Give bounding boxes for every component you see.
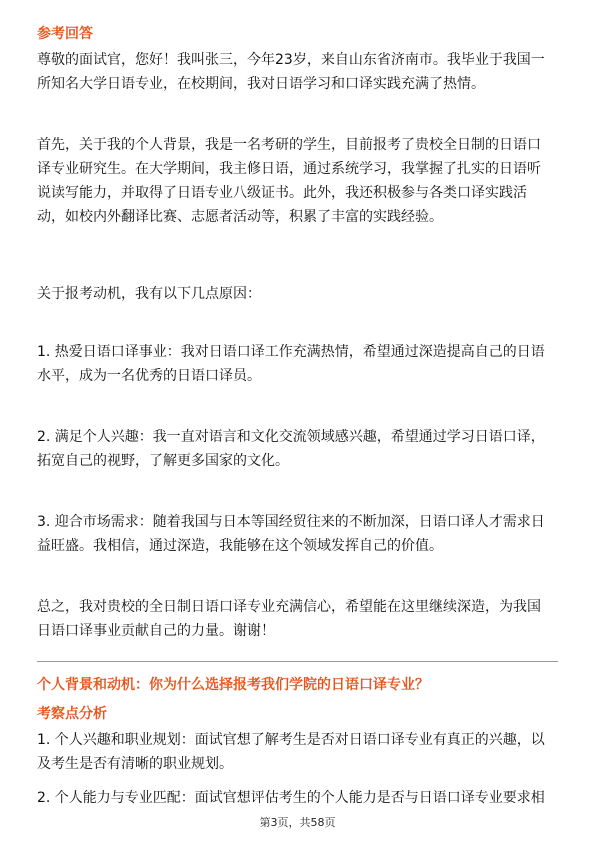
text-line: 2. 满足个人兴趣：我一直对语言和文化交流领域感兴趣，希望通过学习日语口译， (37, 429, 545, 445)
text-line: 水平，成为一名优秀的日语口译员。 (37, 368, 261, 384)
text-line: 说读写能力，并取得了日语专业八级证书。此外，我还积极参与各类口译实践活 (37, 185, 527, 201)
text-line: 动，如校内外翻译比赛、志愿者活动等，积累了丰富的实践经验。 (37, 209, 443, 225)
paragraph-reason-3 (37, 510, 562, 558)
text-line: 首先，关于我的个人背景，我是一名考研的学生，目前报考了贵校全日制的日语口 (37, 137, 541, 153)
text-line: 译专业研究生。在大学期间，我主修日语，通过系统学习，我掌握了扎实的日语听 (37, 161, 541, 177)
answer-heading: 参考回答 (37, 26, 93, 42)
text-line: 1. 热爱日语口译事业：我对日语口译工作充满热情，希望通过深造提高自己的日语 (37, 344, 545, 360)
analysis-point-1 (37, 728, 562, 776)
question-heading: 个人背景和动机：你为什么选择报考我们学院的日语口译专业？ (37, 677, 429, 693)
text-line: 总之，我对贵校的全日制日语口译专业充满信心，希望能在这里继续深造，为我国 (37, 599, 541, 615)
paragraph-conclusion (37, 595, 562, 643)
text-line: 所知名大学日语专业，在校期间，我对日语学习和口译实践充满了热情。 (37, 76, 485, 92)
paragraph-background (37, 133, 562, 229)
analysis-point-2 (37, 786, 562, 810)
section-divider (37, 661, 558, 662)
text-line: 尊敬的面试官，您好！我叫张三，今年23岁，来自山东省济南市。我毕业于我国一 (37, 52, 545, 68)
paragraph-motivation-intro (37, 282, 562, 306)
analysis-heading: 考察点分析 (37, 706, 107, 722)
text-line: 1. 个人兴趣和职业规划：面试官想了解考生是否对日语口译专业有真正的兴趣，以 (37, 732, 545, 748)
text-line: 拓宽自己的视野，了解更多国家的文化。 (37, 453, 289, 469)
paragraph-reason-1 (37, 340, 562, 388)
page-number: 第3页，共58页 (259, 816, 336, 829)
text-line: 益旺盛。我相信，通过深造，我能够在这个领域发挥自己的价值。 (37, 538, 443, 554)
text-line: 2. 个人能力与专业匹配：面试官想评估考生的个人能力是否与日语口译专业要求相 (37, 790, 545, 806)
text-line: 3. 迎合市场需求：随着我国与日本等国经贸往来的不断加深，日语口译人才需求日 (37, 514, 545, 530)
text-line: 关于报考动机，我有以下几点原因： (37, 286, 261, 302)
paragraph-intro (37, 48, 562, 96)
text-line: 及考生是否有清晰的职业规划。 (37, 756, 233, 772)
paragraph-reason-2 (37, 425, 562, 473)
text-line: 日语口译事业贡献自己的力量。谢谢！ (37, 623, 275, 639)
